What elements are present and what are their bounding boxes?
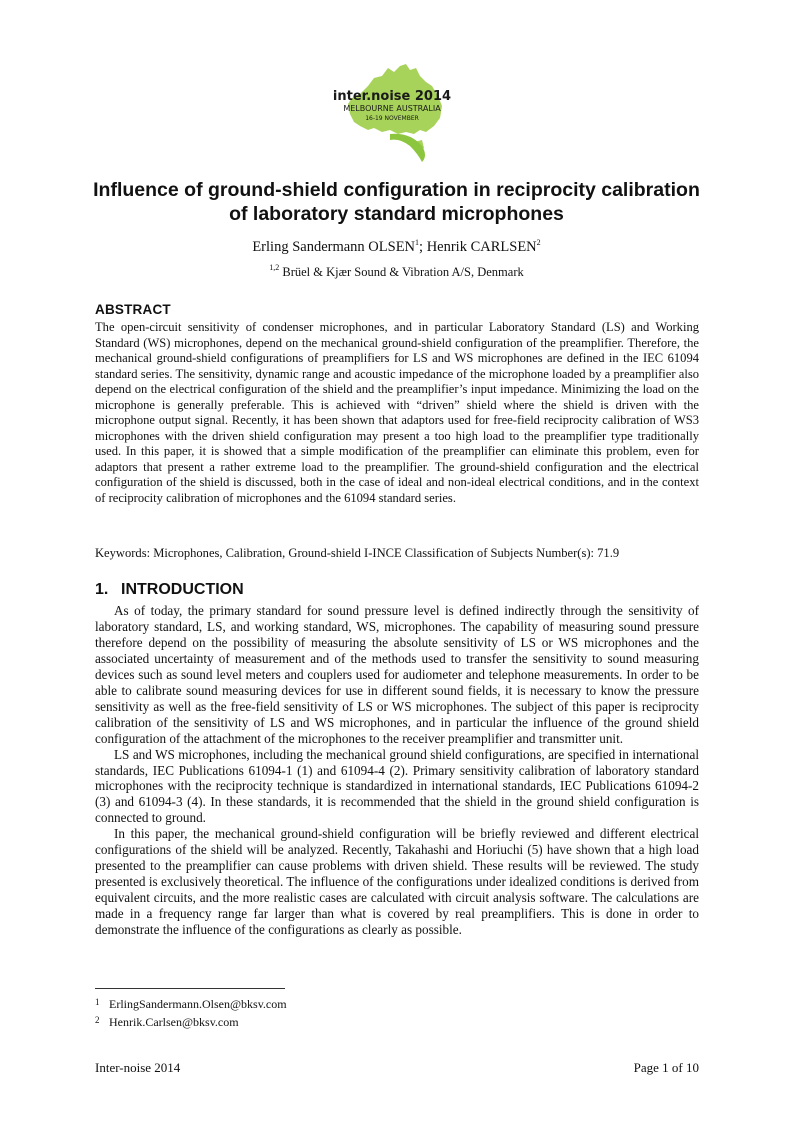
intro-paragraph-2: LS and WS microphones, including the mechanical ground shield configurations, are specified in international standards, IEC Publications 61094-1 (1) and 61094-4 (2). Primary sensitivity calibration of laboratory standard microphones with the reciprocity technique is standardized in international standards, IEC Publications 61094-2 (3) and 61094-3 (4). In these standards, it is recommended that the shield in the ground shield configuration is connected to ground. (95, 746, 699, 826)
footnote-2 (95, 1013, 239, 1029)
section-heading-introduction (95, 581, 244, 599)
section-title: INTRODUCTION (121, 581, 244, 598)
section-number: 1. (95, 581, 109, 598)
footer-page-number: Page 1 of 10 (633, 1060, 699, 1075)
author-1-mark: 1 (415, 238, 420, 247)
introduction-body (95, 603, 699, 938)
affiliation-marks: 1,2 (269, 263, 280, 272)
footnote-2-email: Henrik.Carlsen@bksv.com (109, 1015, 239, 1029)
abstract-body: The open-circuit sensitivity of condenser microphones, and in particular Laboratory Standard (LS) and Working Standard (WS) microphones, depend on the mechanical ground-shield configuration of the preamplifier. Therefore, the mechanical ground-shield configurations of preamplifiers for LS and WS microphones are defined in the IEC 61094 standard series. The sensitivity, dynamic range and acoustic impedance of the microphone loaded by a preamplifier also depend on the electrical configuration of the shield and the preamplifier’s input impedance. Minimizing the load on the microphone is generally preferable. This is achieved with “driven” shield where the shield is driven with the microphone output signal. Recently, it has been shown that adaptors used for free-field reciprocity calibration of WS3 microphones with the driven shield configuration may present a too high load to the preamplifier type traditionally used. In this paper, it is showed that a simple modification of the preamplifier can eliminate this problem, even for adaptors that present a rather extreme load to the preamplifier. The ground-shield configuration and the electrical configuration of the shield is discussed, both in the case of ideal and non-ideal electrical conditions, and in the context of reciprocity calibration of microphones and the 61094 standard series. (95, 320, 699, 505)
conference-logo (330, 60, 455, 170)
author-2-mark: 2 (536, 238, 541, 247)
keywords-line (95, 545, 699, 561)
footnote-1-email: ErlingSandermann.Olsen@bksv.com (109, 997, 287, 1011)
logo-line-3: 16-19 NOVEMBER (365, 115, 419, 122)
affiliation-text: Brüel & Kjær Sound & Vibration A/S, Denmark (279, 265, 524, 279)
boomerang-shape (390, 134, 425, 162)
classification-text: I-INCE Classification of Subjects Number(s): 71.9 (364, 546, 620, 560)
keywords-text: Keywords: Microphones, Calibration, Ground-shield (95, 546, 361, 560)
author-separator: ; (419, 239, 427, 255)
footnote-1 (95, 995, 287, 1011)
footnote-2-mark: 2 (95, 1015, 100, 1025)
footnote-divider (95, 988, 285, 989)
author-2-name: Henrik CARLSEN (426, 239, 537, 255)
author-1-name: Erling Sandermann OLSEN (252, 239, 416, 255)
abstract-heading: ABSTRACT (95, 302, 171, 317)
affiliation (90, 264, 703, 280)
footnote-1-mark: 1 (95, 997, 100, 1007)
footer-conference: Inter-noise 2014 (95, 1060, 181, 1075)
logo-line-2: MELBOURNE AUSTRALIA (343, 104, 441, 113)
logo-line-1: inter.noise 2014 (332, 89, 452, 104)
intro-paragraph-3: In this paper, the mechanical ground-shield configuration will be briefly reviewed and different electrical configurations of the shield will be analyzed. Recently, Takahashi and Horiuchi (5) have shown that a high load presented to the preamplifier can cause problems with driven shield. These results will be reviewed. The study presented is exclusively theoretical. The influence of the configurations under idealized conditions is derived from equivalent circuits, and the more realistic cases are calculated with circuit analysis software. The calculations are made in a frequency range far larger than what is covered by real preamplifiers. This is done in order to demonstrate the influence of the configurations as clearly as possible. (95, 826, 699, 938)
paper-title: Influence of ground-shield configuration in reciprocity calibration of laboratory standard microphones (93, 179, 700, 225)
australia-map-logo (330, 60, 455, 170)
intro-paragraph-1: As of today, the primary standard for sound pressure level is defined indirectly through the sensitivity of laboratory standard, LS, and working standard, WS, microphones. The capability of measuring sound pressure therefore depend on the possibility of measuring the absolute sensitivity of LS or WS microphones and the associated uncertainty of measurement and of the methods used to transfer the sensitivity to sound measuring devices such as sound level meters and couplers used for audiometer and telephone measurements. In order to be able to calibrate sound measuring devices for use in different sound fields, it is necessary to know the pressure sensitivity as well as the free-field sensitivity of LS or WS microphones. The subject of this paper is reciprocity calibration of the sensitivity of LS and WS microphones, and in particular the influence of the ground shield configuration of the attachment of the microphones to the receiver preamplifier and transmitter unit. (95, 603, 699, 746)
author-line (90, 238, 703, 256)
